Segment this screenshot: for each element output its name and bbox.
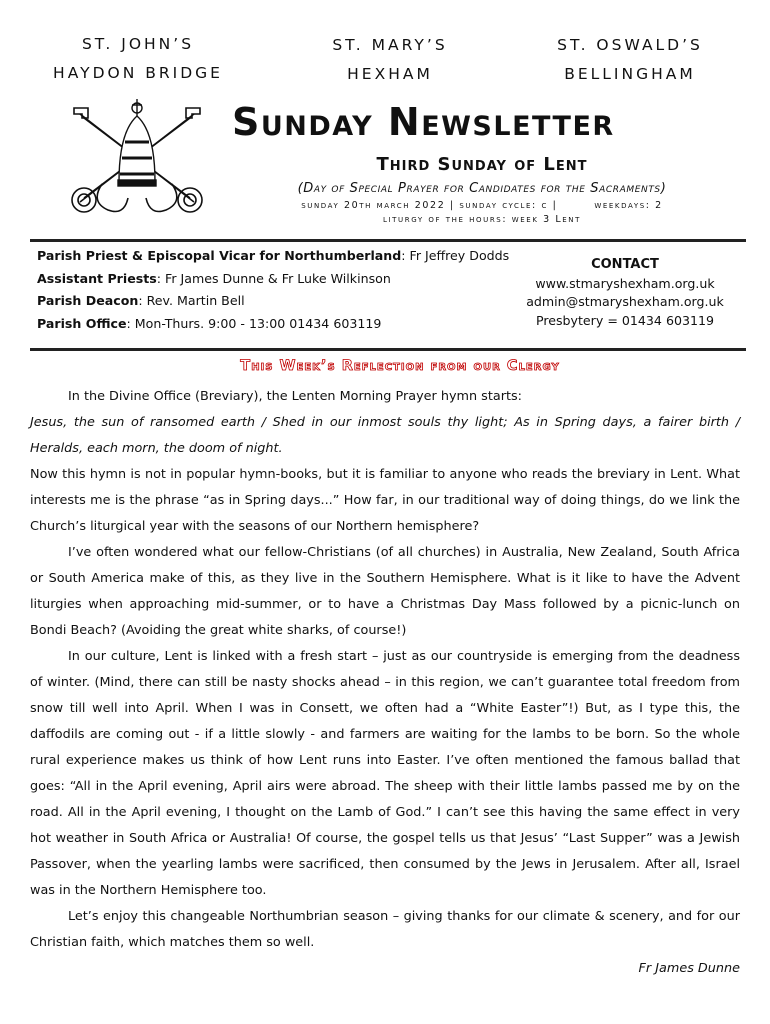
- papal-emblem-icon: [62, 94, 212, 222]
- reflection-heading: This Week’s Reflection from our Clergy: [240, 358, 560, 374]
- reflection-body: [30, 384, 740, 982]
- parish-town: BELLINGHAM: [564, 65, 696, 83]
- parish-staff-list: [37, 245, 517, 335]
- staff-role: Assistant Priests: [37, 270, 157, 286]
- staff-row: [37, 245, 517, 268]
- contact-phone: Presbytery = 01434 603119: [535, 312, 715, 328]
- staff-name: : Fr Jeffrey Dodds: [401, 248, 510, 263]
- reflection-intro: In the Divine Office (Breviary), the Lenten Morning Prayer hymn starts:: [68, 389, 522, 404]
- staff-row: [37, 290, 517, 313]
- parish-town: HAYDON BRIDGE: [53, 64, 223, 82]
- staff-role: Parish Priest & Episcopal Vicar for Northumberland: [37, 248, 402, 263]
- liturgical-day: Third Sunday of Lent: [376, 154, 588, 175]
- parish-name: ST. JOHN’S: [81, 35, 195, 53]
- hymn-quote: Jesus, the sun of ransomed earth / Shed in our inmost souls thy light; As in Spring days, a fairer birth / Heralds, each morn, the doom of night.: [30, 415, 740, 456]
- newsletter-title: Sunday Newsletter: [232, 100, 615, 144]
- staff-name: : Rev. Martin Bell: [138, 293, 245, 308]
- parish-town: HEXHAM: [347, 65, 433, 83]
- contact-box: [500, 256, 750, 330]
- staff-name: : Mon-Thurs. 9:00 - 13:00 01434 603119: [126, 315, 382, 331]
- staff-role: Parish Deacon: [37, 293, 139, 308]
- parish-st-marys: [290, 31, 490, 89]
- divider: [30, 348, 746, 351]
- contact-website: www.stmaryshexham.org.uk: [535, 275, 715, 291]
- staff-role: Parish Office: [37, 315, 127, 331]
- contact-email: admin@stmaryshexham.org.uk: [526, 294, 724, 309]
- staff-row: [37, 313, 517, 336]
- staff-name: : Fr James Dunne & Fr Luke Wilkinson: [156, 270, 391, 286]
- staff-row: [37, 268, 517, 291]
- parish-name: ST. MARY’S: [332, 36, 448, 54]
- parish-st-johns: [28, 30, 248, 88]
- parish-name: ST. OSWALD’S: [557, 36, 703, 54]
- divider: [30, 239, 746, 242]
- reflection-paragraph: I’ve often wondered what our fellow-Christians (of all churches) in Australia, New Zealand, South Africa or South America make of this, as they live in the Southern Hemisphere. What is it like to have the Advent liturgies when approaching mid-summer, or to have a Christmas Day Mass followed by a picnic-lunch on Bondi Beach? (Avoiding the great white sharks, of course!): [30, 545, 740, 638]
- liturgy-hours-line: liturgy of the hours: week 3 Lent: [382, 214, 582, 225]
- reflection-paragraph: In our culture, Lent is linked with a fresh start – just as our countryside is emerging from the deadness of winter. (Mind, there can still be nasty shocks ahead – in this region, we can’t guarantee total freedom from snow till well into April. When I was in Consett, we often had a “White Easter”!) But, as I type this, the daffodils are coming out - if a little slowly - and farmers are waiting for the lambs to be born. So the whole rural experience makes us think of how Lent runs into Easter. I’ve often mentioned the famous ballad that goes: “All in the April evening, April airs were abroad. The sheep with their little lambs passed me by on the road. All in the April evening, I thought on the Lamb of God.” I can’t see this having the same effect in very hot weather in South Africa or Australia! Of course, the gospel tells us that Jesus’ “Last Supper” was a Jewish Passover, when the yearling lambs were sacrificed, then consumed by the Jews in Jerusalem. After all, Israel was in the Northern Hemisphere too.: [30, 649, 740, 898]
- date-cycle-line: sunday 20th march 2022 | sunday cycle: c | weekdays: 2: [301, 200, 663, 211]
- reflection-paragraph: Now this hymn is not in popular hymn-books, but it is familiar to anyone who reads the breviary in Lent. What interests me is the phrase “as in Spring days...” How far, in our traditional way of doing things, do we link the Church’s liturgical year with the seasons of our Northern hemisphere?: [30, 467, 740, 534]
- contact-heading: CONTACT: [591, 257, 659, 272]
- parish-st-oswalds: [520, 31, 740, 89]
- reflection-paragraph: Let’s enjoy this changeable Northumbrian season – giving thanks for our climate & scenery, and for our Christian faith, which matches them so well.: [30, 909, 740, 950]
- author-signature: Fr James Dunne: [638, 961, 740, 976]
- special-prayer-day: (Day of Special Prayer for Candidates for the Sacraments): [297, 181, 667, 196]
